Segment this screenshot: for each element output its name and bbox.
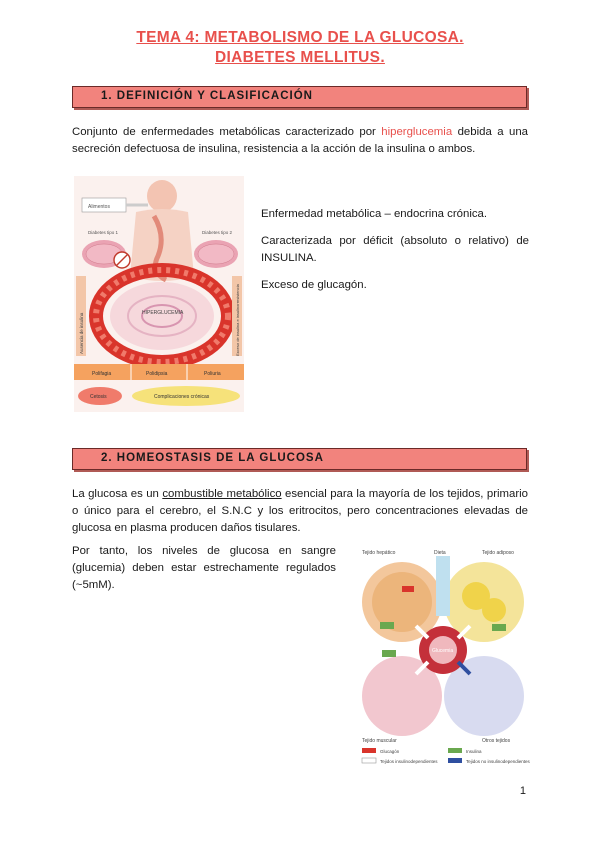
label-hiperglucemia: HIPERGLUCEMIA	[142, 310, 184, 316]
label-tejido-muscular: Tejido muscular	[362, 738, 397, 744]
underline-combustible: combustible metabólico	[162, 488, 282, 500]
label-diabetes-tipo-2: Diabetes tipo 2	[202, 230, 233, 235]
label-polifagia: Polifagia	[92, 371, 112, 377]
label-dieta: Dieta	[434, 550, 446, 556]
section-1-side-text	[261, 206, 529, 304]
label-ausencia-insulina: Ausencia de insulina	[79, 312, 84, 354]
diabetes-diagram-figure	[74, 176, 244, 412]
section-1-heading: 1. DEFINICIÓN Y CLASIFICACIÓN	[101, 90, 313, 102]
section-2-heading: 2. HOMEOSTASIS DE LA GLUCOSA	[101, 452, 324, 464]
label-cetosis: Cetosis	[90, 394, 107, 400]
section-1-header	[72, 86, 527, 108]
p1-text-end: esencial para la mayoría de los tejidos, primario o único para el cerebro, el S.N.C y los eritrocitos, pero concentraciones elevadas de glucosa en plasma producen daños tisulares.	[72, 488, 528, 534]
label-exceso-insulina: Exceso de insulina e insulinorresistencia	[235, 284, 240, 356]
legend-insulina: Insulina	[466, 749, 482, 754]
label-polidipsia: Polidipsia	[146, 371, 168, 377]
legend-glucagon: Glucagón	[380, 749, 400, 754]
label-diabetes-tipo-1: Diabetes tipo 1	[88, 230, 119, 235]
glucose-homeostasis-figure	[358, 546, 530, 772]
side-paragraph-2: Caracterizada por déficit (absoluto o relativo) de INSULINA.	[261, 235, 529, 264]
side-paragraph-1: Enfermedad metabólica – endocrina crónica.	[261, 208, 488, 220]
page-number: 1	[519, 785, 526, 797]
label-poliuria: Poliuria	[204, 371, 221, 377]
legend-no-insulinodependientes: Tejidos no insulinodependientes	[466, 759, 530, 764]
intro-text-end: debida a una secreción defectuosa de insulina, resistencia a la acción de la insulina o ambos.	[72, 126, 528, 155]
section-1-intro	[72, 124, 528, 158]
intro-text-start: Conjunto de enfermedades metabólicas caracterizado por	[72, 126, 382, 138]
label-otros-tejidos: Otros tejidos	[482, 738, 511, 744]
legend-insulinodependientes: Tejidos insulinodependientes	[380, 759, 438, 764]
label-tejido-adiposo: Tejido adiposo	[482, 550, 514, 556]
section-2-paragraph-1	[72, 486, 528, 537]
section-2-paragraph-2: Por tanto, los niveles de glucosa en sangre (glucemia) deben estar estrechamente regulados (~5mM).	[72, 545, 336, 591]
title-line-2: DIABETES MELLITUS.	[215, 49, 385, 66]
highlight-hiperglucemia: hiperglucemia	[381, 126, 453, 138]
document-title	[0, 28, 600, 68]
side-paragraph-3: Exceso de glucagón.	[261, 279, 367, 291]
title-line-1: TEMA 4: METABOLISMO DE LA GLUCOSA.	[136, 29, 464, 46]
label-complicaciones: Complicaciones crónicas	[154, 394, 210, 400]
p1-text-start: La glucosa es un	[72, 488, 163, 500]
label-tejido-hepatico: Tejido hepático	[362, 550, 396, 556]
label-glucemia: Glucemia	[432, 648, 454, 654]
section-2-header	[72, 448, 527, 470]
label-alimentos: Alimentos	[88, 204, 110, 210]
